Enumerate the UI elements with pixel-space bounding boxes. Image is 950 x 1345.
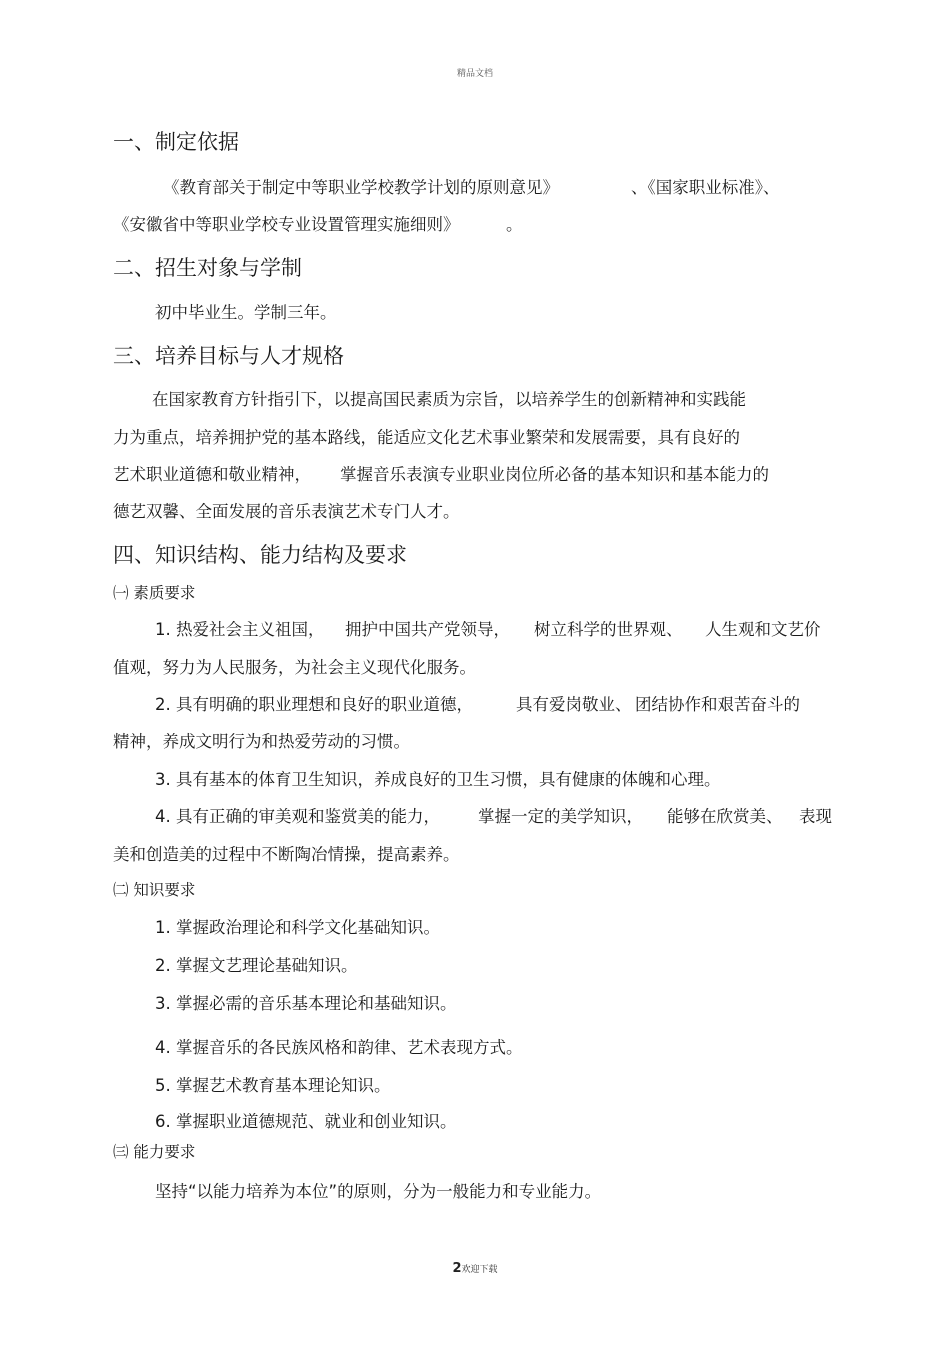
paragraph-line: 。 xyxy=(506,215,523,234)
list-item-line: 拥护中国共产党领导， xyxy=(345,620,510,639)
page-header: 精品文档 xyxy=(456,69,493,79)
page-footer xyxy=(0,1261,950,1276)
section-heading-3: 三、培养目标与人才规格 xyxy=(113,344,344,368)
paragraph-line: 《教育部关于制定中等职业学校教学计划的原则意见》 xyxy=(163,178,559,197)
list-item-line: 树立科学的世界观、 xyxy=(534,620,683,639)
paragraph-line: 艺术职业道德和敬业精神， xyxy=(113,465,311,484)
list-item-line: 表现 xyxy=(799,807,832,826)
list-item-line: 人生观和文艺价 xyxy=(705,620,821,639)
list-item: 5. 掌握艺术教育基本理论知识。 xyxy=(155,1076,391,1095)
list-item-line: 4. 具有正确的审美观和鉴赏美的能力， xyxy=(155,807,440,826)
list-item: 4. 掌握音乐的各民族风格和韵律、艺术表现方式。 xyxy=(155,1038,523,1057)
section-heading-2: 二、招生对象与学制 xyxy=(113,256,302,280)
paragraph-line: 初中毕业生。学制三年。 xyxy=(155,303,337,322)
paragraph-line: 掌握音乐表演专业职业岗位所必备的基本知识和基本能力的 xyxy=(340,465,769,484)
subsection-title-knowledge: ㈡ 知识要求 xyxy=(113,881,196,899)
paragraph-line: 坚持“以能力培养为本位”的原则，分为一般能力和专业能力。 xyxy=(155,1182,602,1201)
list-item-line: 精神，养成文明行为和热爱劳动的习惯。 xyxy=(113,732,410,751)
list-item-line: 3. 具有基本的体育卫生知识，养成良好的卫生习惯，具有健康的体魄和心理。 xyxy=(155,770,721,789)
page-number: 2 xyxy=(452,1261,462,1276)
section-heading-1: 一、制定依据 xyxy=(113,130,239,154)
subsection-title-ability: ㈢ 能力要求 xyxy=(113,1143,196,1161)
paragraph-line: 在国家教育方针指引下，以提高国民素质为宗旨，以培养学生的创新精神和实践能 xyxy=(152,390,746,409)
list-item-line: 2. 具有明确的职业理想和良好的职业道德， xyxy=(155,695,473,714)
list-item-line: 美和创造美的过程中不断陶冶情操，提高素养。 xyxy=(113,845,460,864)
list-item-line: 能够在欣赏美、 xyxy=(667,807,783,826)
paragraph-line: 德艺双馨、全面发展的音乐表演艺术专门人才。 xyxy=(113,502,460,521)
paragraph-line: 力为重点，培养拥护党的基本路线，能适应文化艺术事业繁荣和发展需要，具有良好的 xyxy=(113,428,740,447)
list-item: 2. 掌握文艺理论基础知识。 xyxy=(155,956,358,975)
list-item: 3. 掌握必需的音乐基本理论和基础知识。 xyxy=(155,994,457,1013)
footer-text: 欢迎下载 xyxy=(461,1265,498,1275)
paragraph-line: 《安徽省中等职业学校专业设置管理实施细则》 xyxy=(113,215,460,234)
list-item-line: 团结协作和艰苦奋斗的 xyxy=(635,695,800,714)
list-item: 6. 掌握职业道德规范、就业和创业知识。 xyxy=(155,1112,457,1131)
list-item: 1. 掌握政治理论和科学文化基础知识。 xyxy=(155,918,440,937)
subsection-title-quality: ㈠ 素质要求 xyxy=(113,584,196,602)
list-item-line: 掌握一定的美学知识， xyxy=(478,807,643,826)
list-item-line: 值观，努力为人民服务，为社会主义现代化服务。 xyxy=(113,658,476,677)
list-item-line: 1. 热爱社会主义祖国， xyxy=(155,620,325,639)
section-heading-4: 四、知识结构、能力结构及要求 xyxy=(113,543,407,567)
list-item-line: 具有爱岗敬业、 xyxy=(516,695,632,714)
paragraph-line: 、《国家职业标准》、 xyxy=(631,178,780,197)
